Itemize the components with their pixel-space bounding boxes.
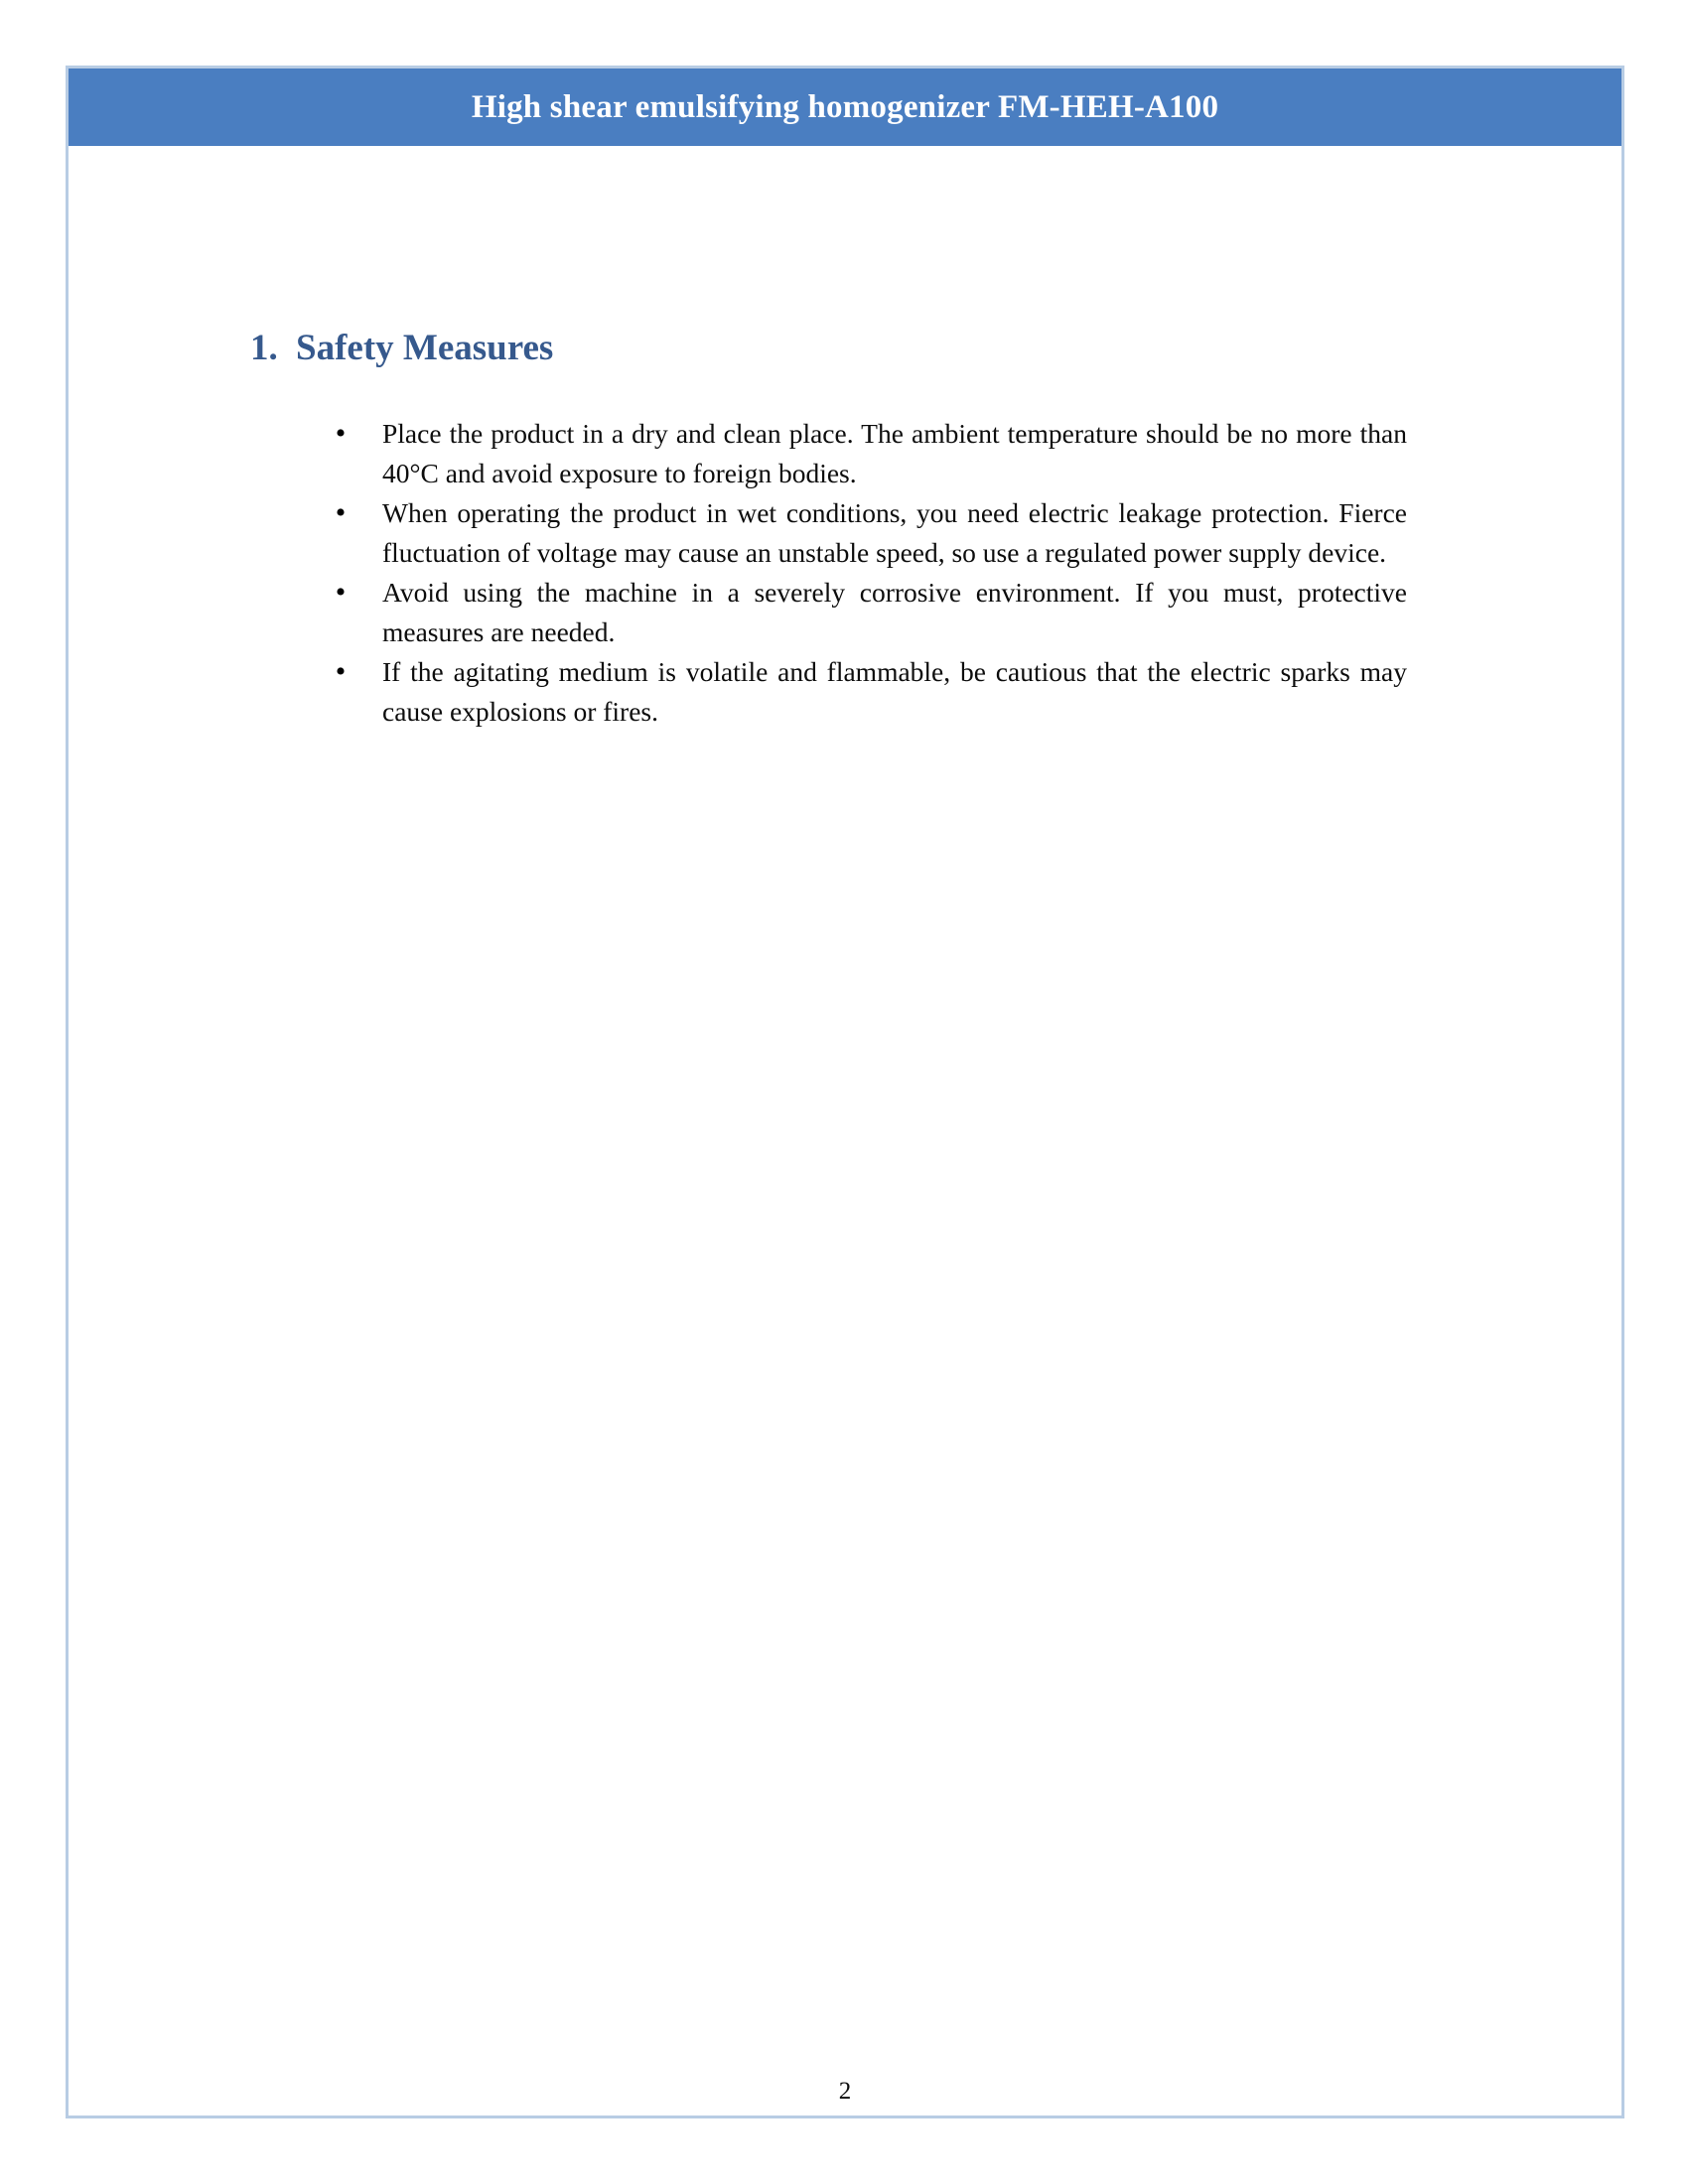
page-footer bbox=[69, 2078, 1621, 2106]
bullet-icon: • bbox=[335, 496, 347, 529]
document-body bbox=[69, 146, 1621, 2116]
page-header-banner bbox=[69, 68, 1621, 146]
list-item-text: Avoid using the machine in a severely corrosive environment. If you must, protective measures are needed. bbox=[382, 577, 1407, 647]
section-number: 1. bbox=[250, 328, 278, 368]
list-item bbox=[305, 414, 1407, 493]
document-title: High shear emulsifying homogenizer FM-HEH-A100 bbox=[471, 88, 1219, 125]
list-item bbox=[305, 573, 1407, 652]
list-item-text: If the agitating medium is volatile and flammable, be cautious that the electric sparks may cause explosions or fires. bbox=[382, 656, 1407, 727]
document-page bbox=[66, 66, 1624, 2118]
bullet-icon: • bbox=[335, 655, 347, 688]
safety-measures-list bbox=[305, 414, 1407, 732]
list-item-text: When operating the product in wet conditions, you need electric leakage protection. Fierce fluctuation of voltage may cause an unstable speed, so use a regulated power supply device. bbox=[382, 497, 1407, 568]
section-title: Safety Measures bbox=[296, 328, 554, 368]
bullet-icon: • bbox=[335, 417, 347, 450]
section-heading bbox=[250, 329, 553, 369]
list-item bbox=[305, 493, 1407, 573]
list-item bbox=[305, 652, 1407, 732]
bullet-icon: • bbox=[335, 576, 347, 609]
list-item-text: Place the product in a dry and clean place. The ambient temperature should be no more than 40°C and avoid exposure to foreign bodies. bbox=[382, 418, 1407, 488]
page-number: 2 bbox=[838, 2078, 852, 2105]
